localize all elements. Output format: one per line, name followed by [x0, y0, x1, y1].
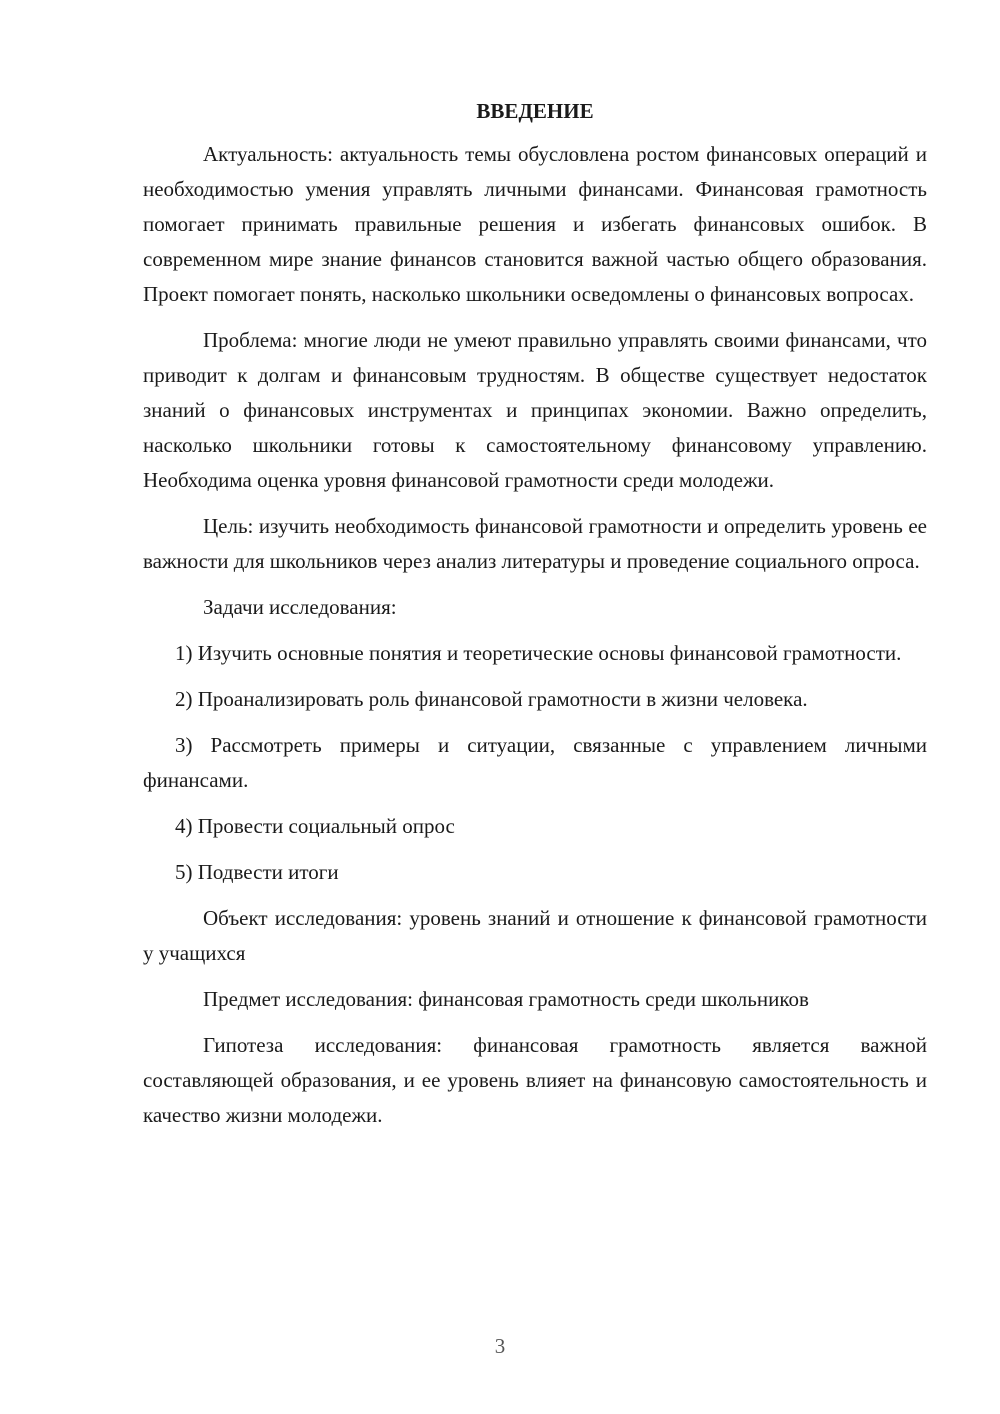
paragraph-object: Объект исследования: уровень знаний и отношение к финансовой грамотности у учащихся	[143, 906, 927, 965]
paragraph-problem: Проблема: многие люди не умеют правильно управлять своими финансами, что приводит к долгам и финансовым трудностям. В обществе существует недостаток знаний о финансовых инструментах и принципах экономии. Важно определить, насколько школьники готовы к самостоятельному финансовому управлению. Необходима оценка уровня финансовой грамотности среди молодежи.	[143, 328, 927, 492]
page-title: ВВЕДЕНИЕ	[476, 99, 594, 123]
paragraph-hypothesis: Гипотеза исследования: финансовая грамотность является важной составляющей образования, и ее уровень влияет на финансовую самостоятельность и качество жизни молодежи.	[143, 1033, 927, 1127]
task-item-3: 3) Рассмотреть примеры и ситуации, связанные с управлением личными финансами.	[143, 733, 927, 792]
task-item-2: 2) Проанализировать роль финансовой грамотности в жизни человека.	[175, 687, 808, 711]
task-item-5: 5) Подвести итоги	[175, 860, 339, 884]
paragraph-relevance: Актуальность: актуальность темы обусловлена ростом финансовых операций и необходимостью умения управлять личными финансами. Финансовая грамотность помогает принимать правильные решения и избегать финансовых ошибок. В современном мире знание финансов становится важной частью общего образования. Проект помогает понять, насколько школьники осведомлены о финансовых вопросах.	[143, 142, 927, 306]
task-item-4: 4) Провести социальный опрос	[175, 814, 455, 838]
paragraph-goal: Цель: изучить необходимость финансовой грамотности и определить уровень ее важности для школьников через анализ литературы и проведение социального опроса.	[143, 514, 927, 573]
page-content	[143, 96, 927, 1144]
task-item-1: 1) Изучить основные понятия и теоретические основы финансовой грамотности.	[175, 641, 902, 665]
paragraph-subject: Предмет исследования: финансовая грамотность среди школьников	[203, 987, 809, 1011]
tasks-heading: Задачи исследования:	[203, 595, 397, 619]
page-number: 3	[494, 1334, 506, 1358]
